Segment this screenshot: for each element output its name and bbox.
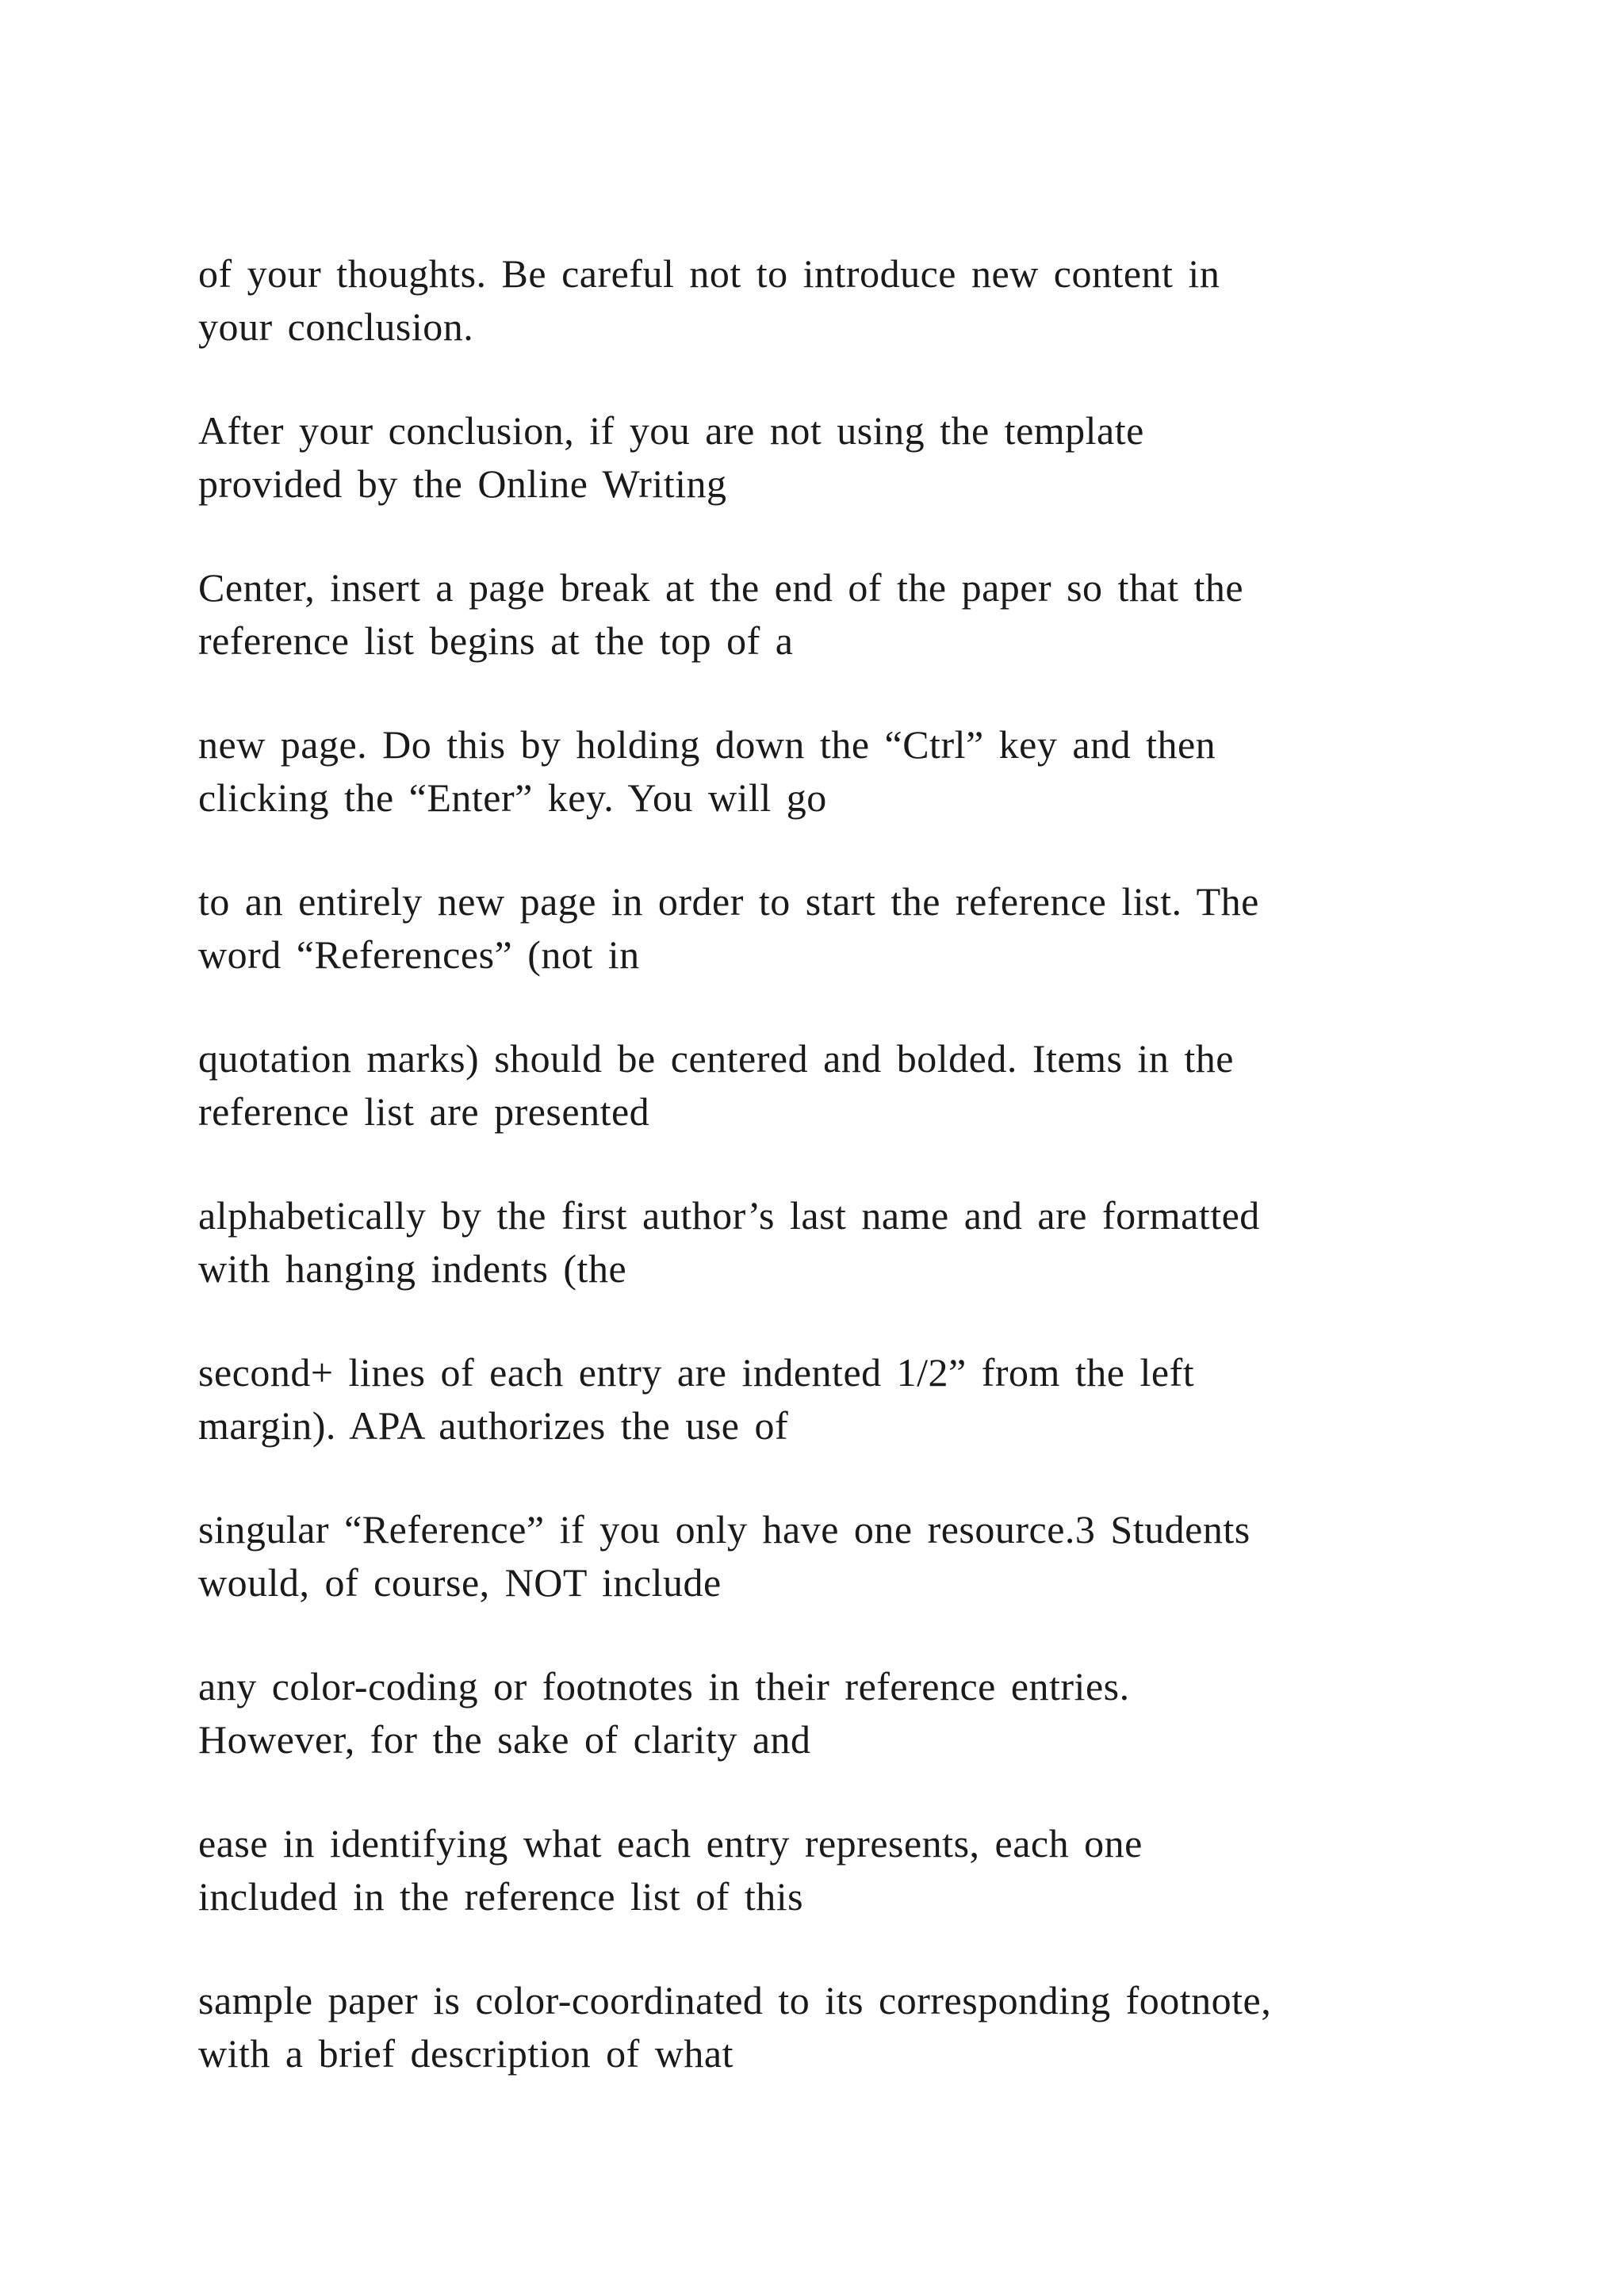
text-line: quotation marks) should be centered and bolded. Items in the <box>198 1036 1234 1081</box>
text-line: reference list are presented <box>198 1089 650 1134</box>
text-line: Center, insert a page break at the end of the paper so that the <box>198 565 1244 610</box>
paragraph <box>198 247 1483 354</box>
text-line: ease in identifying what each entry represents, each one <box>198 1821 1143 1866</box>
paragraph <box>198 1503 1483 1609</box>
text-line: of your thoughts. Be careful not to introduce new content in <box>198 251 1220 296</box>
paragraph <box>198 1660 1483 1766</box>
text-line: singular “Reference” if you only have one resource.3 Students <box>198 1507 1251 1552</box>
text-line: alphabetically by the first author’s last name and are formatted <box>198 1193 1260 1238</box>
paragraph <box>198 875 1483 982</box>
text-line: included in the reference list of this <box>198 1874 804 1919</box>
paragraph <box>198 1189 1483 1295</box>
text-line: to an entirely new page in order to start the reference list. The <box>198 879 1259 924</box>
paragraph <box>198 1817 1483 1923</box>
text-line: provided by the Online Writing <box>198 461 727 506</box>
paragraph <box>198 1032 1483 1138</box>
text-line: sample paper is color-coordinated to its corresponding footnote, <box>198 1978 1272 2022</box>
paragraph <box>198 561 1483 668</box>
text-line: would, of course, NOT include <box>198 1560 722 1605</box>
text-line: your conclusion. <box>198 304 474 349</box>
document-body <box>198 247 1483 2131</box>
text-line: word “References” (not in <box>198 932 640 977</box>
text-line: with hanging indents (the <box>198 1246 627 1291</box>
text-line: After your conclusion, if you are not using the template <box>198 408 1144 453</box>
text-line: However, for the sake of clarity and <box>198 1717 811 1762</box>
paragraph <box>198 718 1483 825</box>
paragraph <box>198 1346 1483 1452</box>
text-line: second+ lines of each entry are indented 1/2” from the left <box>198 1350 1195 1395</box>
text-line: clicking the “Enter” key. You will go <box>198 775 827 820</box>
text-line: any color-coding or footnotes in their reference entries. <box>198 1664 1130 1709</box>
paragraph <box>198 1974 1483 2080</box>
text-line: with a brief description of what <box>198 2031 733 2076</box>
text-line: margin). APA authorizes the use of <box>198 1403 789 1448</box>
text-line: new page. Do this by holding down the “Ctrl” key and then <box>198 722 1216 767</box>
text-line: reference list begins at the top of a <box>198 618 794 663</box>
paragraph <box>198 404 1483 511</box>
